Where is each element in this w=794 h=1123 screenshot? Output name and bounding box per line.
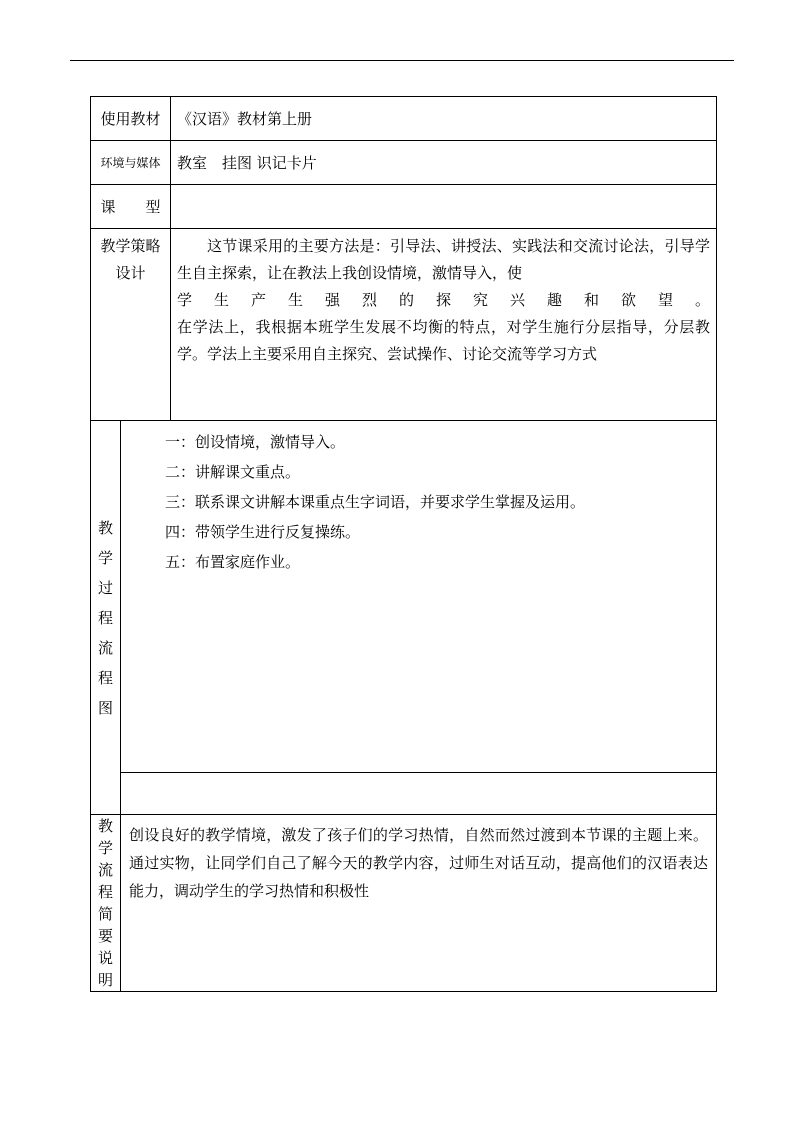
row-textbook — [91, 97, 717, 141]
process-step: 一：创设情境，激情导入。 — [165, 433, 346, 451]
strategy-paragraph-1-last: 学生产生强烈的探究兴趣和欲望。 — [177, 291, 711, 309]
strategy-content — [171, 229, 717, 421]
environment-value: 教室 挂图 识记卡片 — [171, 141, 717, 185]
strategy-label: 教学策略设计 — [91, 229, 171, 421]
process-step: 二：讲解课文重点。 — [165, 463, 301, 481]
process-label — [91, 421, 121, 815]
row-lesson-type — [91, 185, 717, 229]
textbook-value: 《汉语》教材第上册 — [171, 97, 717, 141]
lesson-type-label: 课 型 — [91, 185, 171, 229]
process-step: 五：布置家庭作业。 — [165, 553, 301, 571]
row-process-empty — [91, 773, 717, 815]
process-step: 四：带领学生进行反复操练。 — [165, 523, 361, 541]
textbook-label: 使用教材 — [91, 97, 171, 141]
row-process — [91, 421, 717, 773]
notes-text: 创设良好的教学情境，激发了孩子们的学习热情，自然而然过渡到本节课的主题上来。通过实物，让同学们自己了解今天的教学内容，过师生对话互动，提高他们的汉语表达能力，调动学生的学习热情和积极性 — [121, 815, 717, 992]
process-label-text: 教 学 过 程 流 程 图 — [97, 518, 113, 717]
process-empty-cell — [121, 773, 717, 815]
process-steps — [121, 421, 717, 773]
strategy-paragraph-2: 在学法上，我根据本班学生发展不均衡的特点，对学生施行分层指导，分层教学。学法上主要采用自主探究、尝试操作、讨论交流等学习方式 — [177, 318, 711, 363]
row-strategy — [91, 229, 717, 421]
row-notes — [91, 815, 717, 992]
process-step: 三：联系课文讲解本课重点生字词语，并要求学生掌握及运用。 — [165, 493, 586, 511]
row-environment — [91, 141, 717, 185]
lesson-plan-table — [90, 96, 717, 992]
notes-label — [91, 815, 121, 992]
notes-label-text: 教 学 流 程 简 要 说 明 — [97, 817, 113, 989]
header-rule — [70, 60, 734, 61]
environment-label: 环境与媒体 — [91, 141, 171, 185]
lesson-type-value — [171, 185, 717, 229]
strategy-paragraph-1: 这节课采用的主要方法是：引导法、讲授法、实践法和交流讨论法，引导学生自主探索，让在教法上我创设情境，激情导入，使 — [177, 237, 711, 282]
